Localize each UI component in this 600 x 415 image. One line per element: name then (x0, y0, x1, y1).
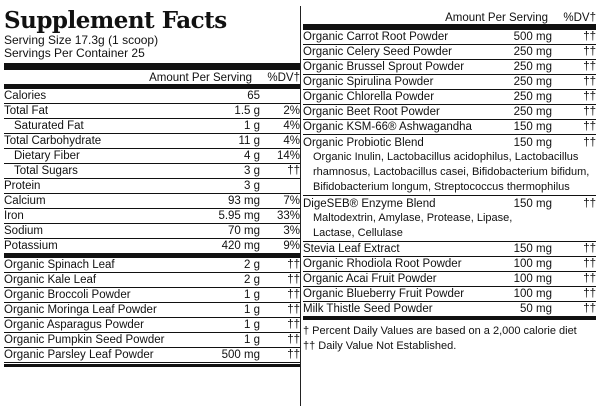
row-amount: 1 g (244, 334, 260, 346)
footnote-rule (303, 317, 596, 320)
row-name: Organic Spinach Leaf (4, 259, 115, 271)
nutrient-row (303, 105, 596, 120)
row-name: Organic Carrot Root Powder (303, 31, 449, 43)
row-dv: †† (287, 319, 300, 331)
bottom-rule (4, 364, 300, 367)
row-name: Organic Beet Root Powder (303, 106, 440, 118)
column-header-right (303, 10, 596, 24)
row-amount: 250 mg (513, 46, 552, 58)
row-dv: †† (583, 61, 596, 73)
ingredient-list-left (4, 258, 300, 363)
nutrient-row (4, 179, 300, 194)
row-dv: †† (583, 258, 596, 270)
enzyme-blend-row (303, 196, 596, 211)
nutrient-row (4, 303, 300, 318)
nutrient-row (4, 164, 300, 179)
column-divider (300, 6, 301, 406)
row-dv: †† (583, 106, 596, 118)
row-name: Calcium (4, 195, 46, 207)
nutrient-row (4, 194, 300, 209)
row-name: Dietary Fiber (14, 150, 80, 162)
row-dv: †† (583, 288, 596, 300)
enzyme-line: Maltodextrin, Amylase, Protease, Lipase, (313, 212, 513, 224)
nutrient-row (303, 287, 596, 302)
row-dv: 7% (283, 195, 300, 207)
ingredient-list-right-2 (303, 242, 596, 317)
footnote-dv: † Percent Daily Values are based on a 2,000 calorie diet (303, 325, 577, 337)
probiotic-ingredients (303, 150, 596, 196)
row-amount: 250 mg (513, 91, 552, 103)
left-panel (4, 0, 300, 415)
probiotic-line: Bifidobacterium longum, Streptococcus thermophilus (313, 181, 570, 193)
servings-per-container: Servings Per Container 25 (4, 46, 145, 60)
row-amount: 500 mg (513, 31, 552, 43)
row-amount: 250 mg (513, 61, 552, 73)
nutrient-row (4, 318, 300, 333)
row-dv: †† (583, 76, 596, 88)
row-name: Organic Blueberry Fruit Powder (303, 288, 465, 300)
row-name: Organic Brussel Sprout Powder (303, 61, 465, 73)
row-name: Sodium (4, 225, 43, 237)
nutrient-row (303, 302, 596, 317)
nutrient-row (303, 90, 596, 105)
row-amount: 3 g (244, 165, 260, 177)
nutrient-row (303, 272, 596, 287)
nutrient-row (4, 209, 300, 224)
nutrient-row (4, 273, 300, 288)
row-amount: 65 (247, 90, 260, 102)
row-name: Organic Broccoli Powder (4, 289, 131, 301)
row-amount: 250 mg (513, 106, 552, 118)
row-name: Saturated Fat (14, 120, 84, 132)
row-name: Protein (4, 180, 41, 192)
row-amount: 2 g (244, 259, 260, 271)
row-name: Organic Rhodiola Root Powder (303, 258, 462, 270)
row-name: Organic Acai Fruit Powder (303, 273, 437, 285)
row-dv: †† (287, 274, 300, 286)
row-amount: 1 g (244, 304, 260, 316)
probiotic-blend-row (303, 135, 596, 150)
row-amount: 1 g (244, 319, 260, 331)
column-header (4, 70, 300, 85)
row-dv: †† (583, 91, 596, 103)
row-dv: †† (287, 349, 300, 361)
row-dv: 9% (283, 240, 300, 252)
probiotic-line: rhamnosus, Lactobacillus casei, Bifidobacterium bifidum, (313, 166, 590, 178)
row-amount: 100 mg (513, 273, 552, 285)
nutrient-row (4, 288, 300, 303)
row-amount: 4 g (244, 150, 260, 162)
probiotic-line: Organic Inulin, Lactobacillus acidophilus, Lactobacillus (313, 151, 579, 163)
panel-title: Supplement Facts (4, 7, 227, 34)
enzyme-dv: †† (583, 197, 596, 210)
nutrient-row (4, 224, 300, 239)
row-name: Total Sugars (14, 165, 78, 177)
row-amount: 11 g (238, 135, 260, 147)
row-dv: 2% (283, 105, 300, 117)
row-dv: 3% (283, 225, 300, 237)
row-name: Organic Asparagus Powder (4, 319, 144, 331)
row-dv: †† (287, 165, 300, 177)
row-dv: †† (583, 243, 596, 255)
nutrient-row (303, 120, 596, 135)
row-dv: †† (287, 304, 300, 316)
row-dv: 33% (276, 210, 300, 222)
row-amount: 1 g (244, 289, 260, 301)
row-dv: †† (287, 259, 300, 271)
row-amount: 2 g (244, 274, 260, 286)
row-amount: 100 mg (513, 258, 552, 270)
thick-rule (4, 63, 300, 70)
enzyme-name: DigeSEB® Enzyme Blend (303, 197, 436, 210)
row-dv: †† (583, 303, 596, 315)
nutrient-list (4, 89, 300, 254)
nutrient-row (303, 60, 596, 75)
probiotic-dv: †† (583, 136, 596, 149)
nutrient-row (4, 258, 300, 273)
row-name: Calories (4, 90, 47, 102)
row-dv: 14% (276, 150, 300, 162)
row-name: Potassium (4, 240, 58, 252)
nutrient-row (303, 45, 596, 60)
footnote-not-established: †† Daily Value Not Established. (303, 340, 457, 352)
probiotic-amount: 150 mg (513, 136, 552, 149)
dv-header: %DV† (267, 72, 300, 84)
row-name: Organic Parsley Leaf Powder (4, 349, 154, 361)
nutrient-row (4, 119, 300, 134)
row-dv: 4% (283, 135, 300, 147)
row-name: Iron (4, 210, 24, 222)
row-name: Organic Spirulina Powder (303, 76, 434, 88)
row-dv: 4% (283, 120, 300, 132)
nutrient-row (4, 239, 300, 254)
nutrient-row (303, 257, 596, 272)
nutrient-row (4, 348, 300, 363)
row-name: Organic Celery Seed Powder (303, 46, 452, 58)
dv-header-right: %DV† (563, 12, 596, 24)
probiotic-name: Organic Probiotic Blend (303, 136, 424, 149)
row-name: Organic Moringa Leaf Powder (4, 304, 157, 316)
row-amount: 420 mg (221, 240, 260, 252)
nutrient-row (303, 242, 596, 257)
row-amount: 5.95 mg (218, 210, 260, 222)
enzyme-amount: 150 mg (513, 197, 552, 210)
row-amount: 1.5 g (234, 105, 260, 117)
nutrient-row (4, 134, 300, 149)
row-name: Stevia Leaf Extract (303, 243, 400, 255)
row-amount: 500 mg (221, 349, 260, 361)
nutrient-row (4, 149, 300, 164)
row-name: Organic KSM-66® Ashwagandha (303, 121, 472, 133)
row-name: Organic Kale Leaf (4, 274, 97, 286)
nutrient-row (303, 30, 596, 45)
row-dv: †† (287, 334, 300, 346)
row-amount: 70 mg (228, 225, 260, 237)
enzyme-ingredients (303, 211, 596, 242)
row-dv: †† (583, 46, 596, 58)
row-amount: 50 mg (520, 303, 552, 315)
amount-header: Amount Per Serving (149, 72, 252, 84)
serving-size: Serving Size 17.3g (1 scoop) (4, 33, 159, 47)
ingredient-list-right (303, 30, 596, 135)
row-amount: 150 mg (513, 121, 552, 133)
right-panel (303, 0, 596, 415)
row-dv: †† (287, 289, 300, 301)
row-amount: 93 mg (228, 195, 260, 207)
row-amount: 150 mg (513, 243, 552, 255)
row-dv: †† (583, 121, 596, 133)
nutrient-row (303, 75, 596, 90)
row-amount: 1 g (244, 120, 260, 132)
row-name: Organic Pumpkin Seed Powder (4, 334, 165, 346)
row-dv: †† (583, 31, 596, 43)
amount-header-right: Amount Per Serving (445, 12, 548, 24)
row-name: Total Fat (4, 105, 49, 117)
nutrient-row (4, 333, 300, 348)
row-amount: 250 mg (513, 76, 552, 88)
row-name: Organic Chlorella Powder (303, 91, 435, 103)
row-name: Milk Thistle Seed Powder (303, 303, 433, 315)
enzyme-line: Lactase, Cellulase (313, 227, 403, 239)
row-dv: †† (583, 273, 596, 285)
row-name: Total Carbohydrate (4, 135, 102, 147)
row-amount: 3 g (244, 180, 260, 192)
nutrient-row (4, 89, 300, 104)
nutrient-row (4, 104, 300, 119)
row-amount: 100 mg (513, 288, 552, 300)
